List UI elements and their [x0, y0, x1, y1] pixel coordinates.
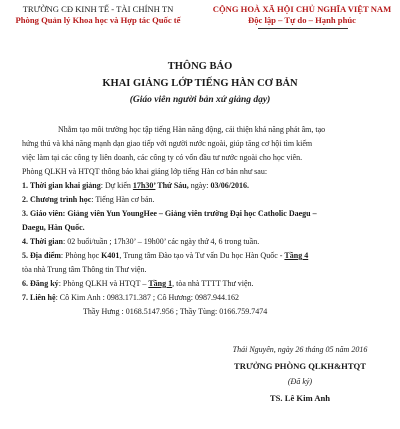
intro-line-4: Phòng QLKH và HTQT thông báo khai giảng lớp tiếng Hàn cơ bản như sau: [22, 167, 268, 176]
item-1-date: 03/06/2016. [210, 181, 249, 190]
item-3-text: : Giảng viên Yun YoungHee – Giảng viên trường Đại học Catholic Daegu – [62, 209, 317, 218]
item-7-contact-2: Thầy Hưng : 0168.5147.956 ; Thầy Tùng: 0166.759.7474 [83, 307, 268, 316]
item-5-floor: Tầng 4 [284, 251, 309, 260]
header-dept: Phòng Quản lý Khoa học và Hợp tác Quốc tế [15, 15, 181, 25]
title-subtitle: (Giáo viên người bản xứ giảng dạy) [129, 95, 271, 105]
item-3-text-2: Daegu, Hàn Quốc. [22, 223, 85, 232]
item-1-pre: : Dự kiến [100, 181, 133, 190]
item-2-text: : Tiếng Hàn cơ bản. [91, 195, 155, 204]
item-5-text-2: tòa nhà Trung tâm Thông tin Thư viện. [22, 265, 147, 274]
item-1-label: 1. Thời gian khai giảng [22, 181, 101, 190]
item-5-label: 5. Địa điểm [22, 251, 61, 260]
item-contact [22, 293, 239, 303]
header-country: CỘNG HOÀ XÃ HỘI CHỦ NGHĨA VIỆT NAM [212, 4, 392, 14]
item-5-room: K401 [101, 251, 120, 260]
signature-name: TS. Lê Kim Anh [269, 393, 331, 403]
title-kind: THÔNG BÁO [167, 61, 233, 72]
item-6-label: 6. Đăng ký [22, 279, 59, 288]
intro-line-2: hứng thú và khả năng mạnh dạn giao tiếp với người nước ngoài, giúp tăng cơ hội tìm kiếm [22, 139, 313, 148]
intro-line-3: việc làm tại các công ty liên doanh, các công ty có vốn đầu tư nước ngoài cho học viên. [22, 153, 303, 162]
item-4-label: 4. Thời gian [22, 237, 63, 246]
item-3-label: 3. Giáo viên [22, 209, 63, 218]
header-org: TRƯỜNG CĐ KINH TẾ - TÀI CHÍNH TN [22, 4, 174, 14]
signature-place-date: Thái Nguyên, ngày 26 tháng 05 năm 2016 [232, 345, 368, 354]
item-5-mid: , Trung tâm Đào tạo và Tư vấn Du học Hàn Quốc - [119, 251, 285, 260]
intro-line-1: Nhằm tạo môi trường học tập tiếng Hàn năng động, cải thiện khả năng phát âm, tạo [58, 125, 326, 134]
item-start-date [22, 181, 249, 191]
item-6-post: , tòa nhà TTTT Thư viện. [172, 279, 254, 288]
signature-role: TRƯỞNG PHÒNG QLKH&HTQT [234, 361, 366, 371]
item-4-text: : 02 buổi/tuần ; 17h30’ – 19h00’ các ngày thứ 4, 6 trong tuần. [62, 237, 260, 246]
item-program [22, 195, 154, 205]
motto-underline [258, 28, 348, 29]
title-headline: KHAI GIẢNG LỚP TIẾNG HÀN CƠ BẢN [102, 78, 298, 89]
item-5-pre: : Phòng học [60, 251, 102, 260]
item-7-label: 7. Liên hệ [22, 293, 56, 302]
item-location [22, 251, 308, 261]
item-7-contact-1: : Cô Kim Anh : 0983.171.387 ; Cô Hương: 0987.944.162 [55, 293, 240, 302]
item-6-pre: : Phòng QLKH và HTQT – [58, 279, 149, 288]
signature-signed: (Đã ký) [287, 377, 313, 386]
item-schedule [22, 237, 259, 247]
item-teacher [22, 209, 317, 219]
item-1-day: Thứ Sáu, [155, 181, 189, 190]
item-1-time: 17h30’ [132, 181, 156, 190]
item-1-day-label: ngày: [188, 181, 211, 190]
item-2-label: 2. Chương trình học [22, 195, 92, 204]
item-6-floor: Tầng 1 [148, 279, 173, 288]
header-motto: Độc lập – Tự do – Hạnh phúc [248, 15, 356, 25]
item-register [22, 279, 254, 289]
